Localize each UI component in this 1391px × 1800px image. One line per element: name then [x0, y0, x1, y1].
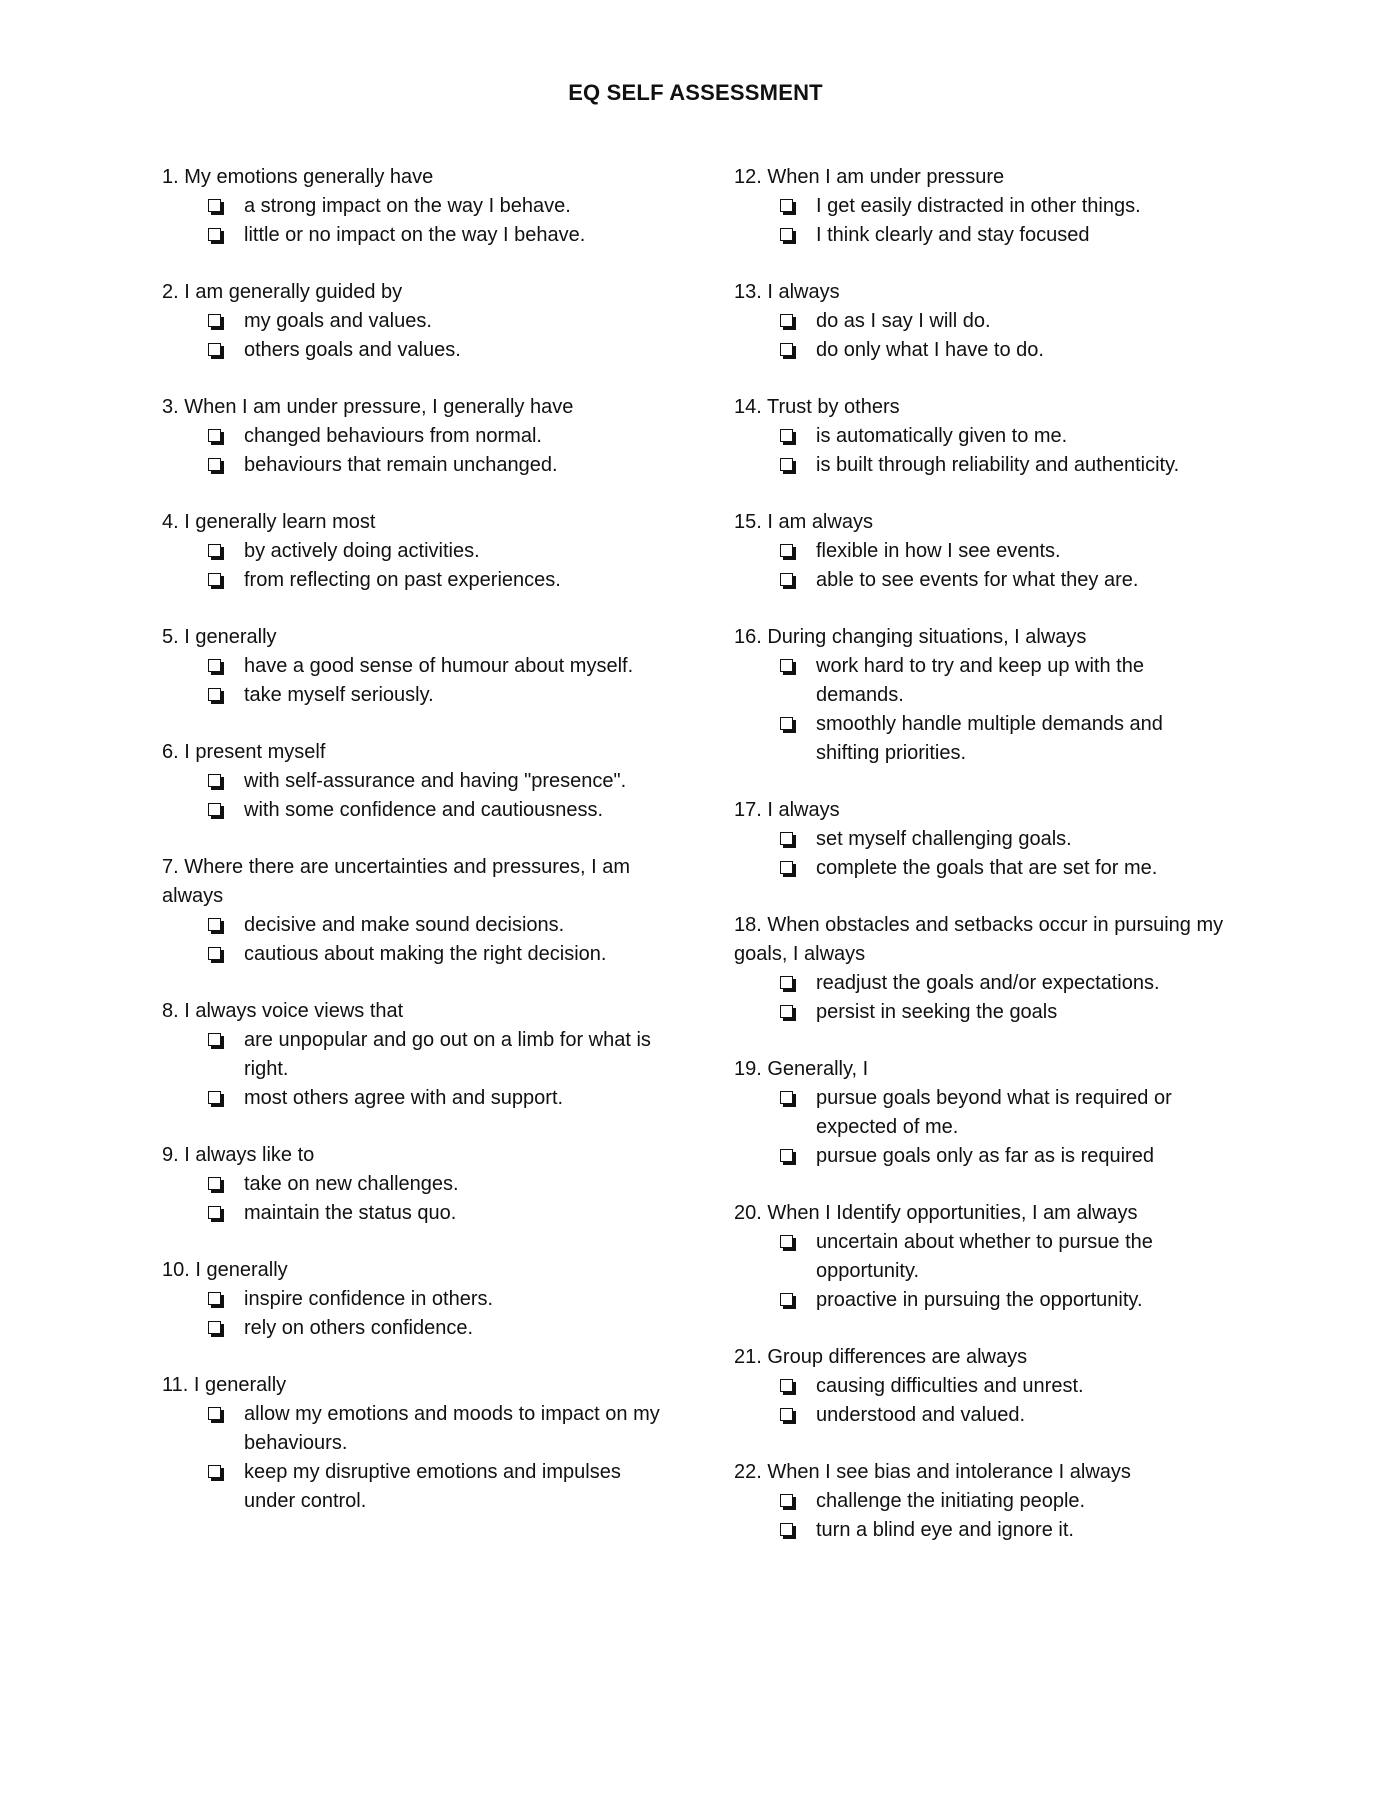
- question-item: [162, 393, 662, 480]
- answer-option[interactable]: [734, 825, 1224, 854]
- right-column: [734, 163, 1224, 1573]
- question-text: 5. I generally: [162, 626, 277, 648]
- answer-options: [162, 1400, 662, 1516]
- answer-option-label: inspire confidence in others.: [244, 1288, 494, 1310]
- answer-option-label: readjust the goals and/or expectations.: [816, 972, 1160, 994]
- question-text: 18. When obstacles and setbacks occur in pursuing my goals, I always: [734, 914, 1224, 965]
- question-text: 8. I always voice views that: [162, 1000, 404, 1022]
- checkbox-icon[interactable]: [780, 832, 793, 845]
- answer-option-label: decisive and make sound decisions.: [244, 914, 565, 936]
- answer-option[interactable]: [162, 1314, 662, 1343]
- answer-option-label: set myself challenging goals.: [816, 828, 1072, 850]
- question-text: 14. Trust by others: [734, 396, 900, 418]
- question-text: 22. When I see bias and intolerance I always: [734, 1461, 1131, 1483]
- question-text: 6. I present myself: [162, 741, 326, 763]
- checkbox-icon[interactable]: [780, 861, 793, 874]
- question-text: 16. During changing situations, I always: [734, 626, 1087, 648]
- question-item: [162, 278, 662, 365]
- answer-option-label: turn a blind eye and ignore it.: [816, 1519, 1074, 1541]
- question-text: 1. My emotions generally have: [162, 166, 434, 188]
- checkbox-icon[interactable]: [780, 1379, 793, 1392]
- answer-option[interactable]: [734, 1228, 1224, 1286]
- answer-option[interactable]: [734, 1372, 1224, 1401]
- answer-option[interactable]: [162, 1400, 662, 1458]
- question-text: 20. When I Identify opportunities, I am always: [734, 1202, 1138, 1224]
- answer-option-label: keep my disruptive emotions and impulses under control.: [244, 1461, 621, 1512]
- checkbox-icon[interactable]: [208, 947, 221, 960]
- answer-options: [162, 1026, 662, 1113]
- question-text: 7. Where there are uncertainties and pressures, I am always: [162, 856, 631, 907]
- answer-option[interactable]: [734, 1516, 1224, 1545]
- checkbox-icon[interactable]: [208, 343, 221, 356]
- answer-options: [162, 307, 662, 365]
- answer-option-label: challenge the initiating people.: [816, 1490, 1086, 1512]
- answer-option[interactable]: [162, 652, 662, 681]
- answer-option[interactable]: [734, 854, 1224, 883]
- answer-option-label: I get easily distracted in other things.: [816, 195, 1141, 217]
- answer-options: [162, 422, 662, 480]
- checkbox-icon[interactable]: [208, 1465, 221, 1478]
- question-text: 2. I am generally guided by: [162, 281, 403, 303]
- checkbox-icon[interactable]: [780, 343, 793, 356]
- question-item: [734, 1343, 1224, 1430]
- answer-option-label: with self-assurance and having "presence".: [244, 770, 627, 792]
- question-item: [162, 508, 662, 595]
- checkbox-icon[interactable]: [208, 1033, 221, 1046]
- answer-option[interactable]: [734, 192, 1224, 221]
- answer-options: [734, 1084, 1224, 1171]
- question-item: [162, 1256, 662, 1343]
- answer-option[interactable]: [162, 940, 662, 969]
- checkbox-icon[interactable]: [208, 918, 221, 931]
- answer-option[interactable]: [162, 1026, 662, 1084]
- answer-option[interactable]: [162, 911, 662, 940]
- answer-option-label: by actively doing activities.: [244, 540, 480, 562]
- question-text: 12. When I am under pressure: [734, 166, 1005, 188]
- answer-option[interactable]: [734, 969, 1224, 998]
- answer-option[interactable]: [162, 1285, 662, 1314]
- answer-option-label: understood and valued.: [816, 1404, 1026, 1426]
- page-title: EQ SELF ASSESSMENT: [568, 80, 823, 105]
- checkbox-icon[interactable]: [780, 1494, 793, 1507]
- question-item: [734, 278, 1224, 365]
- question-item: [734, 508, 1224, 595]
- answer-option[interactable]: [162, 451, 662, 480]
- checkbox-icon[interactable]: [208, 1091, 221, 1104]
- answer-option-label: is built through reliability and authenticity.: [816, 454, 1180, 476]
- answer-option[interactable]: [734, 1084, 1224, 1142]
- answer-options: [734, 537, 1224, 595]
- answer-option[interactable]: [162, 796, 662, 825]
- answer-option-label: uncertain about whether to pursue the opportunity.: [816, 1231, 1153, 1282]
- checkbox-icon[interactable]: [208, 314, 221, 327]
- answer-option[interactable]: [734, 998, 1224, 1027]
- answer-option-label: pursue goals beyond what is required or expected of me.: [816, 1087, 1172, 1138]
- answer-option-label: persist in seeking the goals: [816, 1001, 1058, 1023]
- question-text: 19. Generally, I: [734, 1058, 869, 1080]
- answer-option[interactable]: [162, 767, 662, 796]
- answer-option-label: proactive in pursuing the opportunity.: [816, 1289, 1143, 1311]
- answer-option[interactable]: [734, 307, 1224, 336]
- checkbox-icon[interactable]: [780, 544, 793, 557]
- answer-option-label: a strong impact on the way I behave.: [244, 195, 571, 217]
- answer-option[interactable]: [162, 1170, 662, 1199]
- checkbox-icon[interactable]: [208, 1292, 221, 1305]
- question-text: 11. I generally: [162, 1374, 287, 1396]
- question-item: [162, 163, 662, 250]
- checkbox-icon[interactable]: [780, 573, 793, 586]
- question-item: [734, 623, 1224, 768]
- checkbox-icon[interactable]: [208, 774, 221, 787]
- answer-option[interactable]: [162, 681, 662, 710]
- answer-option[interactable]: [162, 221, 662, 250]
- answer-options: [734, 969, 1224, 1027]
- answer-options: [734, 1228, 1224, 1315]
- answer-option-label: is automatically given to me.: [816, 425, 1068, 447]
- answer-option-label: others goals and values.: [244, 339, 461, 361]
- checkbox-icon[interactable]: [208, 573, 221, 586]
- answer-option-label: flexible in how I see events.: [816, 540, 1061, 562]
- answer-option[interactable]: [734, 336, 1224, 365]
- checkbox-icon[interactable]: [208, 1321, 221, 1334]
- answer-options: [162, 1285, 662, 1343]
- answer-option-label: take on new challenges.: [244, 1173, 459, 1195]
- answer-option[interactable]: [734, 537, 1224, 566]
- answer-option[interactable]: [734, 451, 1224, 480]
- question-text: 10. I generally: [162, 1259, 288, 1281]
- answer-option-label: take myself seriously.: [244, 684, 434, 706]
- checkbox-icon[interactable]: [208, 803, 221, 816]
- question-item: [734, 911, 1224, 1027]
- answer-options: [734, 422, 1224, 480]
- answer-options: [734, 307, 1224, 365]
- answer-option[interactable]: [734, 221, 1224, 250]
- answer-options: [162, 911, 662, 969]
- answer-option-label: work hard to try and keep up with the demands.: [816, 655, 1144, 706]
- checkbox-icon[interactable]: [208, 659, 221, 672]
- checkbox-icon[interactable]: [780, 228, 793, 241]
- checkbox-icon[interactable]: [208, 199, 221, 212]
- question-item: [162, 623, 662, 710]
- answer-option-label: most others agree with and support.: [244, 1087, 564, 1109]
- checkbox-icon[interactable]: [780, 1091, 793, 1104]
- question-text: 4. I generally learn most: [162, 511, 376, 533]
- answer-option-label: have a good sense of humour about myself.: [244, 655, 634, 677]
- answer-options: [734, 652, 1224, 768]
- checkbox-icon[interactable]: [208, 228, 221, 241]
- checkbox-icon[interactable]: [780, 458, 793, 471]
- answer-option-label: with some confidence and cautiousness.: [244, 799, 604, 821]
- answer-option-label: causing difficulties and unrest.: [816, 1375, 1084, 1397]
- answer-option-label: from reflecting on past experiences.: [244, 569, 561, 591]
- checkbox-icon[interactable]: [780, 1149, 793, 1162]
- checkbox-icon[interactable]: [780, 659, 793, 672]
- answer-option[interactable]: [162, 422, 662, 451]
- answer-option[interactable]: [162, 1458, 662, 1516]
- checkbox-icon[interactable]: [780, 1293, 793, 1306]
- answer-options: [734, 1487, 1224, 1545]
- answer-option-label: I think clearly and stay focused: [816, 224, 1090, 246]
- checkbox-icon[interactable]: [780, 1523, 793, 1536]
- answer-option-label: smoothly handle multiple demands and shifting priorities.: [816, 713, 1163, 764]
- answer-option-label: complete the goals that are set for me.: [816, 857, 1158, 879]
- answer-option-label: able to see events for what they are.: [816, 569, 1139, 591]
- question-item: [162, 1371, 662, 1516]
- question-text: 13. I always: [734, 281, 840, 303]
- question-text: 21. Group differences are always: [734, 1346, 1028, 1368]
- checkbox-icon[interactable]: [208, 458, 221, 471]
- answer-option[interactable]: [162, 336, 662, 365]
- answer-option-label: do as I say I will do.: [816, 310, 991, 332]
- answer-options: [734, 825, 1224, 883]
- answer-option-label: do only what I have to do.: [816, 339, 1044, 361]
- checkbox-icon[interactable]: [208, 1177, 221, 1190]
- question-item: [734, 1055, 1224, 1171]
- answer-options: [734, 192, 1224, 250]
- question-item: [734, 1458, 1224, 1545]
- question-text: 9. I always like to: [162, 1144, 315, 1166]
- question-item: [162, 738, 662, 825]
- answer-options: [162, 537, 662, 595]
- left-column: [162, 163, 662, 1544]
- checkbox-icon[interactable]: [780, 976, 793, 989]
- checkbox-icon[interactable]: [208, 1407, 221, 1420]
- answer-options: [162, 767, 662, 825]
- checkbox-icon[interactable]: [780, 1408, 793, 1421]
- question-item: [734, 163, 1224, 250]
- checkbox-icon[interactable]: [208, 429, 221, 442]
- answer-option[interactable]: [162, 307, 662, 336]
- answer-option-label: behaviours that remain unchanged.: [244, 454, 558, 476]
- question-item: [162, 853, 662, 969]
- answer-option-label: rely on others confidence.: [244, 1317, 474, 1339]
- answer-option-label: changed behaviours from normal.: [244, 425, 542, 447]
- answer-options: [734, 1372, 1224, 1430]
- answer-option[interactable]: [734, 1142, 1224, 1171]
- question-text: 15. I am always: [734, 511, 873, 533]
- checkbox-icon[interactable]: [780, 199, 793, 212]
- answer-option[interactable]: [734, 710, 1224, 768]
- answer-option[interactable]: [734, 422, 1224, 451]
- checkbox-icon[interactable]: [208, 688, 221, 701]
- answer-options: [162, 192, 662, 250]
- answer-option[interactable]: [734, 1401, 1224, 1430]
- question-text: 3. When I am under pressure, I generally have: [162, 396, 574, 418]
- answer-option-label: allow my emotions and moods to impact on my behaviours.: [244, 1403, 660, 1454]
- answer-option[interactable]: [734, 652, 1224, 710]
- checkbox-icon[interactable]: [780, 314, 793, 327]
- answer-option[interactable]: [734, 566, 1224, 595]
- answer-option-label: pursue goals only as far as is required: [816, 1145, 1154, 1167]
- checkbox-icon[interactable]: [208, 544, 221, 557]
- answer-option-label: maintain the status quo.: [244, 1202, 457, 1224]
- checkbox-icon[interactable]: [780, 1005, 793, 1018]
- checkbox-icon[interactable]: [780, 429, 793, 442]
- question-item: [734, 393, 1224, 480]
- question-text: 17. I always: [734, 799, 840, 821]
- question-item: [162, 1141, 662, 1228]
- answer-option-label: my goals and values.: [244, 310, 432, 332]
- checkbox-icon[interactable]: [780, 717, 793, 730]
- checkbox-icon[interactable]: [780, 1235, 793, 1248]
- question-item: [734, 1199, 1224, 1315]
- answer-option[interactable]: [162, 537, 662, 566]
- question-item: [162, 997, 662, 1113]
- answer-option-label: cautious about making the right decision.: [244, 943, 607, 965]
- question-item: [734, 796, 1224, 883]
- answer-option[interactable]: [162, 1199, 662, 1228]
- answer-option[interactable]: [162, 192, 662, 221]
- answer-options: [162, 652, 662, 710]
- answer-option[interactable]: [162, 566, 662, 595]
- answer-option[interactable]: [734, 1286, 1224, 1315]
- checkbox-icon[interactable]: [208, 1206, 221, 1219]
- answer-option[interactable]: [162, 1084, 662, 1113]
- answer-option[interactable]: [734, 1487, 1224, 1516]
- answer-option-label: are unpopular and go out on a limb for what is right.: [244, 1029, 651, 1080]
- answer-options: [162, 1170, 662, 1228]
- answer-option-label: little or no impact on the way I behave.: [244, 224, 586, 246]
